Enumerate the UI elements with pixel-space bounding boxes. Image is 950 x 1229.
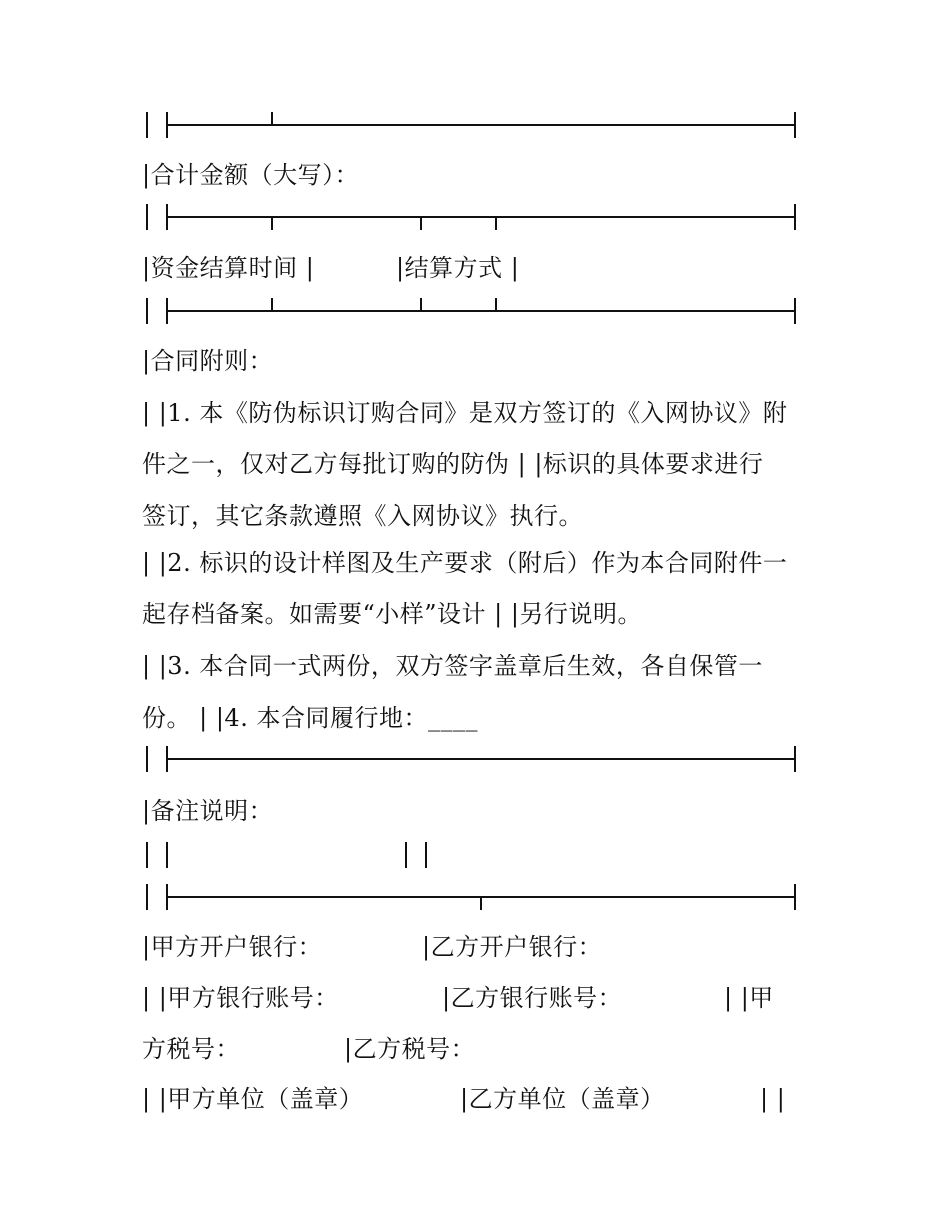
party-a-unit-label: | |甲方单位（盖章）: [142, 1085, 364, 1113]
party-a-bank-label: |甲方开户银行：: [142, 933, 323, 961]
party-a-tax-prefix: | |甲: [724, 984, 774, 1012]
appendix-line-4: | |2. 标识的设计样图及生产要求（附后）作为本合同附件一: [142, 549, 788, 577]
party-b-unit-label: |乙方单位（盖章）: [460, 1085, 665, 1113]
settlement-method-label: |结算方式 |: [396, 254, 520, 282]
appendix-line-7: 份。 | |4. 本合同履行地：____: [142, 704, 478, 732]
appendix-line-2: 件之一，仅对乙方每批订购的防伪 | |标识的具体要求进行: [142, 450, 764, 478]
total-amount-label: |合计金额（大写）：: [142, 161, 360, 189]
remarks-title: |备注说明：: [142, 797, 274, 825]
party-b-tax-label: |乙方税号：: [344, 1035, 476, 1063]
appendix-title: |合同附则：: [142, 347, 274, 375]
appendix-line-3: 签订，其它条款遵照《入网协议》执行。: [142, 502, 583, 530]
party-b-account-label: |乙方银行账号：: [442, 984, 623, 1012]
settlement-time-label: |资金结算时间 |: [142, 254, 315, 282]
appendix-line-1: | |1. 本《防伪标识订购合同》是双方签订的《入网协议》附: [142, 399, 788, 427]
party-b-bank-label: |乙方开户银行：: [422, 933, 603, 961]
appendix-line-6: | |3. 本合同一式两份，双方签字盖章后生效，各自保管一: [142, 652, 763, 680]
appendix-line-5: 起存档备案。如需要“小样”设计 | |另行说明。: [142, 600, 642, 628]
party-a-account-label: | |甲方银行账号：: [142, 984, 339, 1012]
signature-row-end: | |: [760, 1085, 786, 1113]
party-a-tax-label: 方税号：: [142, 1035, 240, 1063]
